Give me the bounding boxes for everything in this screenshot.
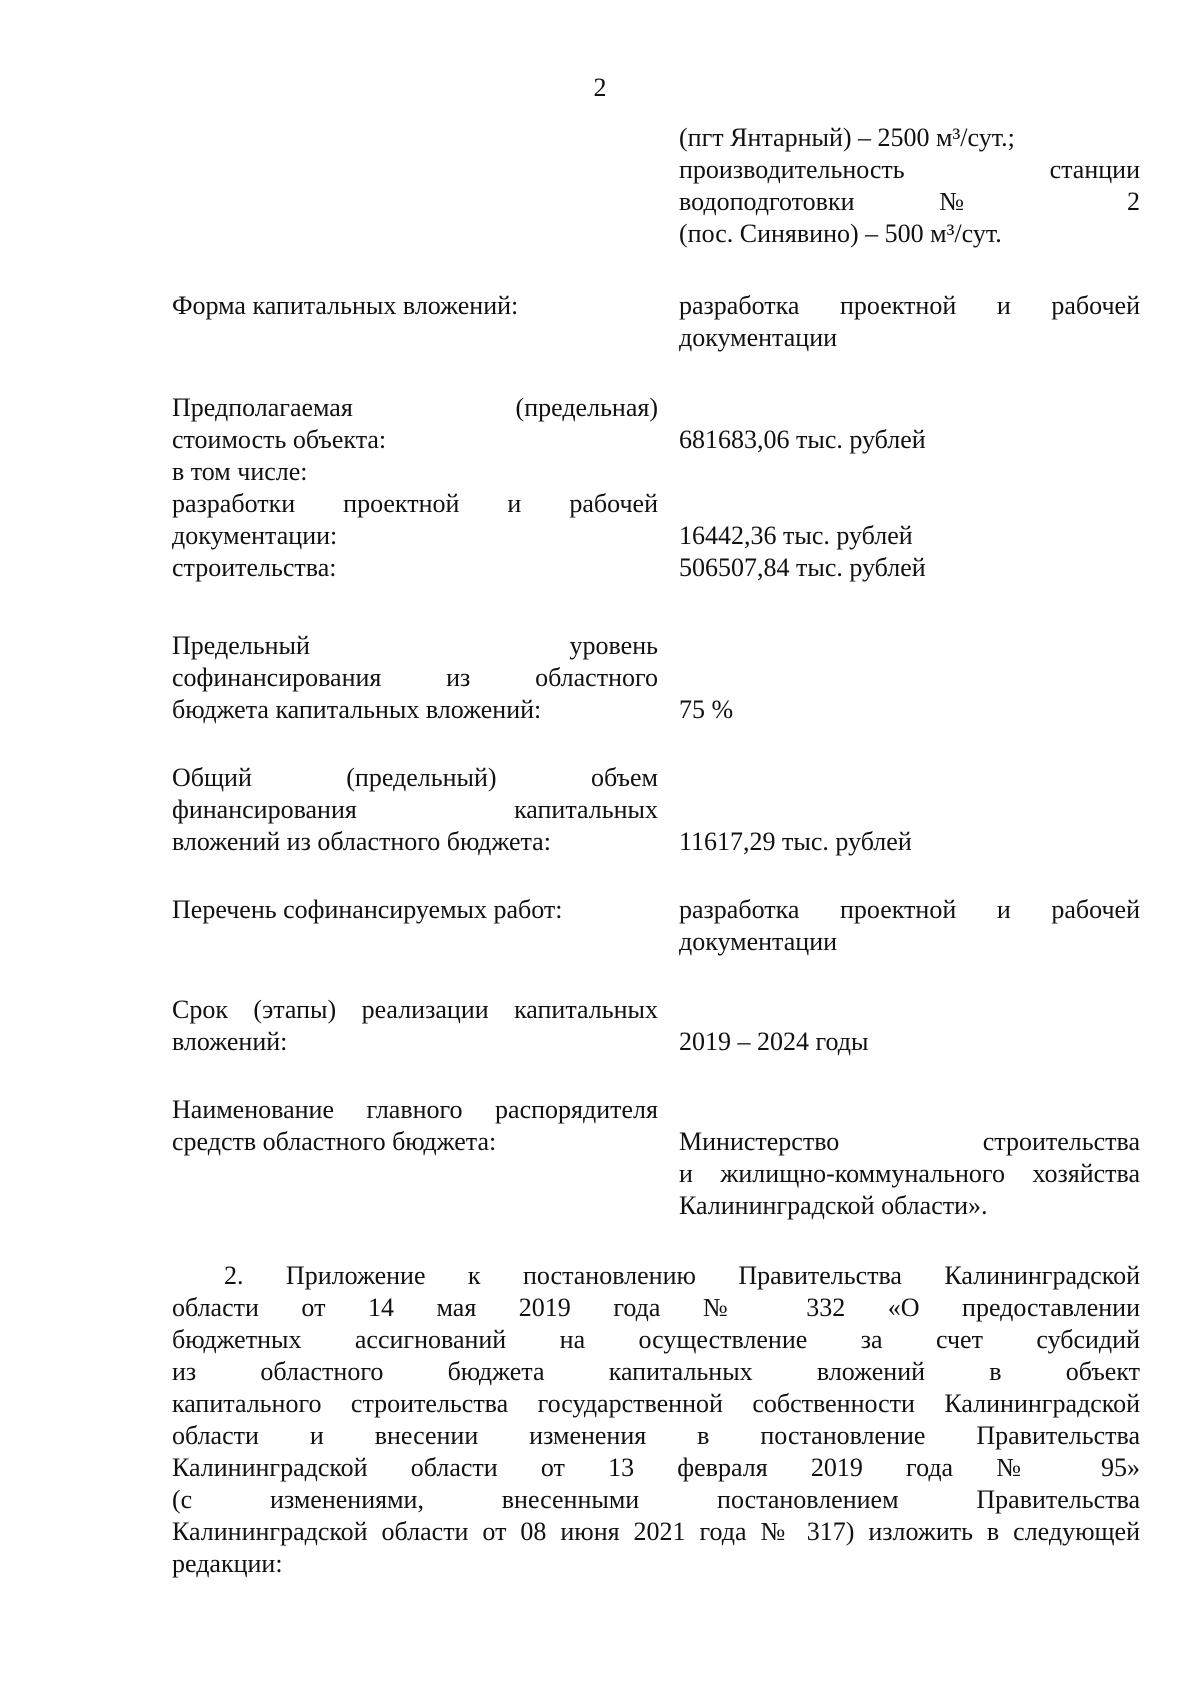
value-line: Министерство строительства bbox=[679, 1127, 1140, 1156]
paragraph-line: капитального строительства государственной собственности Калининградской bbox=[172, 1389, 1140, 1418]
value-line: и жилищно-коммунального хозяйства bbox=[679, 1159, 1140, 1188]
paragraph-line: бюджетных ассигнований на осуществление за счет субсидий bbox=[172, 1325, 1140, 1354]
label-line: Срок (этапы) реализации капитальных bbox=[172, 995, 658, 1024]
value-design-cost: 16442,36 тыс. рублей bbox=[679, 521, 913, 550]
label-line: бюджета капитальных вложений: bbox=[172, 695, 542, 724]
label-line: разработки проектной и рабочей bbox=[172, 489, 658, 518]
paragraph-line: из областного бюджета капитальных вложений в объект bbox=[172, 1357, 1140, 1386]
value-line: документации bbox=[679, 323, 838, 352]
value-line: 11617,29 тыс. рублей bbox=[679, 827, 912, 856]
field-label bbox=[172, 392, 658, 584]
label-line: средств областного бюджета: bbox=[172, 1127, 497, 1156]
paragraph-line: области и внесении изменения в постановление Правительства bbox=[172, 1421, 1140, 1450]
label-line: финансирования капитальных bbox=[172, 795, 658, 824]
field-value bbox=[679, 630, 1140, 726]
field-label bbox=[172, 1094, 658, 1158]
value-line: документации bbox=[679, 927, 838, 956]
field-label bbox=[172, 894, 658, 926]
field-label bbox=[172, 994, 658, 1058]
field-value bbox=[679, 994, 1140, 1058]
field-value bbox=[679, 392, 1140, 584]
label-line: Предельный уровень bbox=[172, 631, 658, 660]
field-value bbox=[679, 290, 1140, 354]
paragraph-line: Калининградской области от 08 июня 2021 года № 317) изложить в следующей bbox=[172, 1517, 1140, 1546]
paragraph-line: редакции: bbox=[172, 1549, 283, 1578]
page-number: 2 bbox=[593, 73, 607, 102]
label-line: вложений: bbox=[172, 1027, 288, 1056]
value-line: разработка проектной и рабочей bbox=[679, 291, 1140, 320]
continuation-value bbox=[679, 122, 1140, 250]
label-line: документации: bbox=[172, 521, 338, 550]
field-label bbox=[172, 290, 658, 322]
label-line: софинансирования из областного bbox=[172, 663, 658, 692]
paragraph-line: 2. Приложение к постановлению Правительства Калининградской bbox=[224, 1261, 1140, 1290]
paragraph-line: области от 14 мая 2019 года № 332 «О предоставлении bbox=[172, 1293, 1140, 1322]
field-value bbox=[679, 762, 1140, 858]
value-total-cost: 681683,06 тыс. рублей bbox=[679, 425, 926, 454]
value-construction-cost: 506507,84 тыс. рублей bbox=[679, 553, 926, 582]
label-line: Наименование главного распорядителя bbox=[172, 1095, 658, 1124]
label-line: Общий (предельный) объем bbox=[172, 763, 658, 792]
field-value bbox=[679, 1094, 1140, 1222]
value-line: 2019 – 2024 годы bbox=[679, 1027, 869, 1056]
amendment-paragraph bbox=[172, 1260, 1140, 1580]
field-label bbox=[172, 630, 658, 726]
label-line: Предполагаемая (предельная) bbox=[172, 393, 658, 422]
continuation-line: (пгт Янтарный) – 2500 м³/сут.; bbox=[679, 123, 1015, 152]
paragraph-line: (с изменениями, внесенными постановлением Правительства bbox=[172, 1485, 1140, 1514]
label-line: строительства: bbox=[172, 553, 337, 582]
continuation-line: производительность станции bbox=[679, 155, 1140, 184]
label-line: Форма капитальных вложений: bbox=[172, 291, 519, 320]
label-line: в том числе: bbox=[172, 457, 308, 486]
value-line: Калининградской области». bbox=[679, 1191, 988, 1220]
continuation-line: водоподготовки № 2 bbox=[679, 187, 1140, 216]
label-line: Перечень софинансируемых работ: bbox=[172, 895, 563, 924]
paragraph-line: Калининградской области от 13 февраля 2019 года № 95» bbox=[172, 1453, 1140, 1482]
field-value bbox=[679, 894, 1140, 958]
field-label bbox=[172, 762, 658, 858]
label-line: вложений из областного бюджета: bbox=[172, 827, 551, 856]
value-line: 75 % bbox=[679, 695, 734, 724]
continuation-line: (пос. Синявино) – 500 м³/сут. bbox=[679, 219, 1002, 248]
value-line: разработка проектной и рабочей bbox=[679, 895, 1140, 924]
label-line: стоимость объекта: bbox=[172, 425, 387, 454]
